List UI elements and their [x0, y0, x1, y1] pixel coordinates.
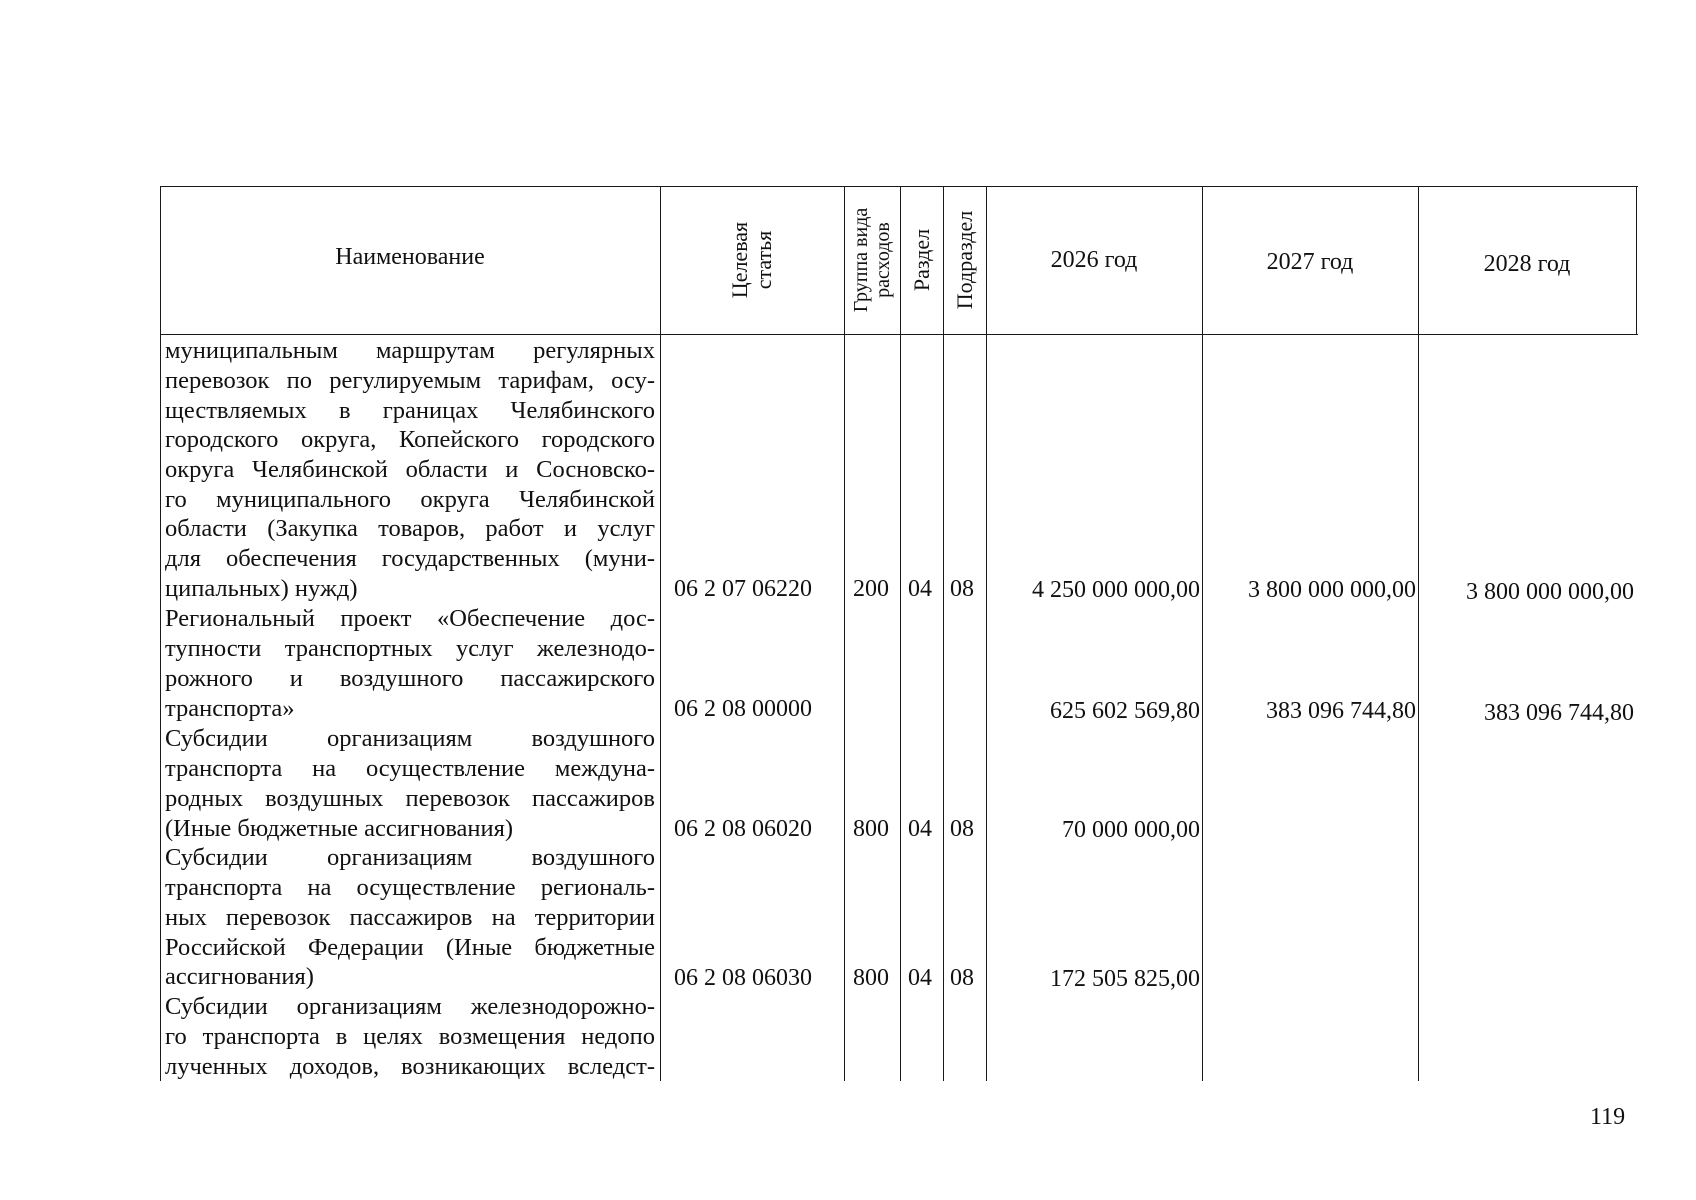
cell-section: 04 [908, 816, 932, 842]
row-name-line: области (Закупка товаров, работ и услуг [165, 515, 655, 542]
row-name-line: ных перевозок пассажиров на территории [165, 904, 655, 931]
header-expense-group: Группа вида расходов [850, 207, 894, 313]
cell-group: 800 [853, 965, 889, 991]
cell-2026: 4 250 000 000,00 [1032, 577, 1200, 603]
col-divider [900, 186, 901, 1081]
col-divider [844, 186, 845, 1081]
row-name-line: для обеспечения государственных (муни- [165, 545, 655, 572]
row-name-line: Российской Федерации (Иные бюджетные [165, 934, 655, 961]
row-name-line: ассигнования) [165, 963, 314, 990]
cell-code: 06 2 08 00000 [674, 696, 812, 722]
cell-code: 06 2 08 06020 [674, 816, 812, 842]
table-right-border [1636, 186, 1637, 334]
header-2027: 2027 год [1266, 249, 1354, 275]
row-name-line: транспорта» [165, 695, 295, 722]
header-2026: 2026 год [1050, 247, 1138, 273]
table-top-border [160, 186, 1638, 187]
row-name-line: тупности транспортных услуг железнодо- [165, 635, 655, 662]
table-left-border [160, 186, 161, 1081]
header-subsection: Подраздел [952, 210, 977, 310]
cell-2028: 3 800 000 000,00 [1466, 579, 1634, 605]
row-name-line: транспорта на осуществление междуна- [165, 755, 655, 782]
cell-subsection: 08 [950, 816, 974, 842]
cell-subsection: 08 [950, 576, 974, 602]
col-divider [1202, 186, 1203, 1081]
row-name-line: округа Челябинской области и Сосновско- [165, 456, 655, 483]
row-name-line: рожного и воздушного пассажирского [165, 665, 655, 692]
cell-group: 800 [853, 816, 889, 842]
header-target-article: Целевая статья [727, 221, 776, 299]
col-divider [1418, 186, 1419, 1081]
row-name-line: родных воздушных перевозок пассажиров [165, 785, 655, 812]
cell-code: 06 2 08 06030 [674, 965, 812, 991]
cell-2027: 3 800 000 000,00 [1248, 577, 1416, 603]
cell-2028: 383 096 744,80 [1484, 700, 1634, 726]
row-name-line: (Иные бюджетные ассигнования) [165, 815, 514, 842]
header-2028: 2028 год [1483, 251, 1571, 277]
row-name-line: ципальных) нужд) [165, 575, 358, 602]
row-name-line: Субсидии организациям железнодорожно- [165, 993, 655, 1020]
page-number: 119 [1590, 1104, 1626, 1130]
row-name-line: транспорта на осуществление региональ- [165, 874, 655, 901]
header-section: Раздел [909, 228, 934, 292]
cell-subsection: 08 [950, 965, 974, 991]
row-name-line: го муниципального округа Челябинской [165, 486, 655, 513]
row-name-line: Субсидии организациям воздушного [165, 725, 655, 752]
cell-2026: 625 602 569,80 [1050, 698, 1200, 724]
row-name-line: лученных доходов, возникающих вследст- [165, 1053, 655, 1080]
cell-code: 06 2 07 06220 [674, 576, 812, 602]
row-name-line: ществляемых в границах Челябинского [165, 397, 655, 424]
row-name-line: Региональный проект «Обеспечение дос- [165, 605, 655, 632]
cell-2027: 383 096 744,80 [1266, 698, 1416, 724]
cell-section: 04 [908, 965, 932, 991]
row-name-line: Субсидии организациям воздушного [165, 844, 655, 871]
header-name: Наименование [335, 244, 485, 270]
cell-2026: 70 000 000,00 [1062, 817, 1200, 843]
cell-group: 200 [853, 576, 889, 602]
header-bottom-border [160, 334, 1638, 335]
col-divider [660, 186, 661, 1081]
row-name-line: городского округа, Копейского городского [165, 426, 655, 453]
cell-section: 04 [908, 576, 932, 602]
row-name-line: перевозок по регулируемым тарифам, осу- [165, 367, 655, 394]
row-name-line: муниципальным маршрутам регулярных [165, 337, 655, 364]
cell-2026: 172 505 825,00 [1050, 966, 1200, 992]
col-divider [986, 186, 987, 1081]
row-name-line: го транспорта в целях возмещения недопо [165, 1023, 655, 1050]
col-divider [943, 186, 944, 1081]
